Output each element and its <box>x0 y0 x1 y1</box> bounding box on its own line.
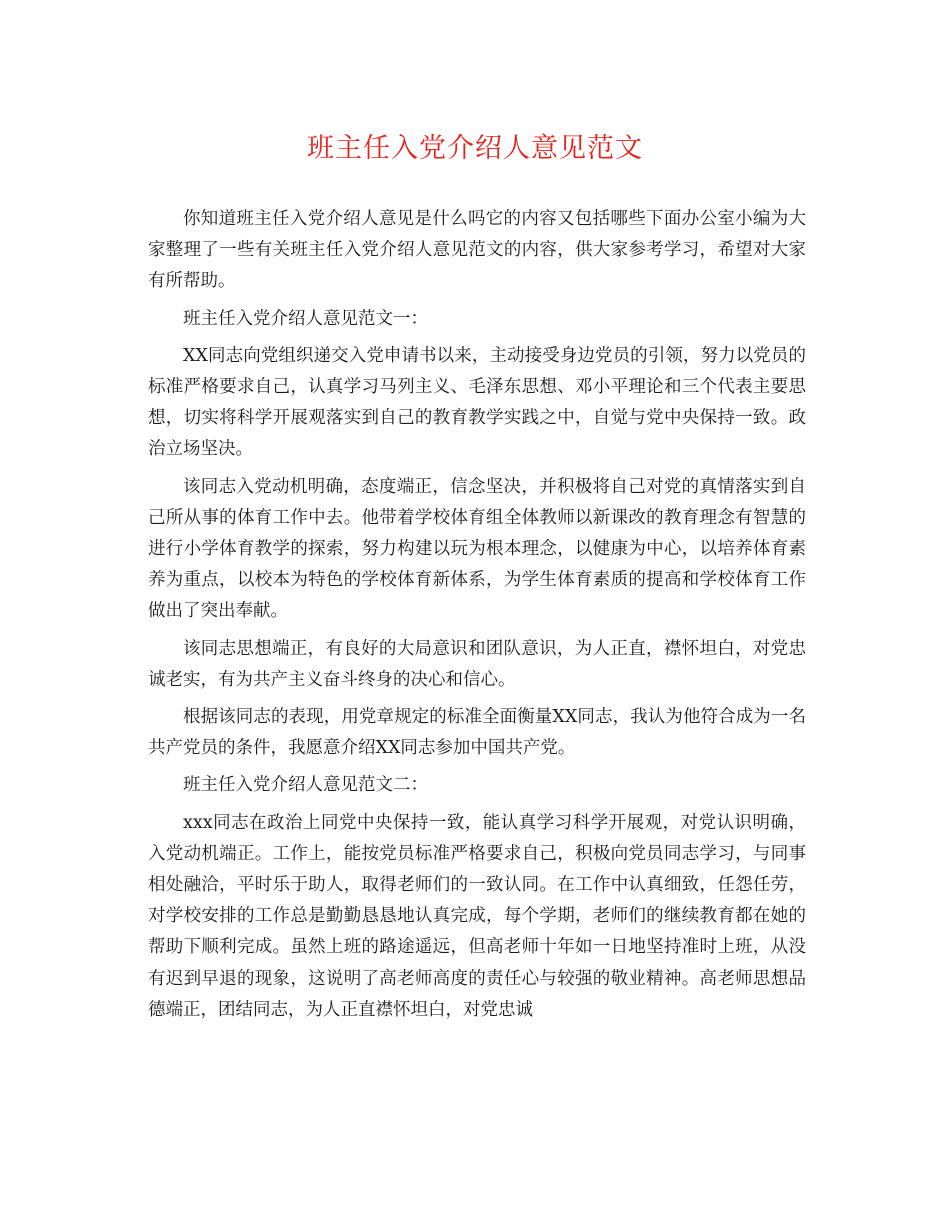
section-heading-2: 班主任入党介绍人意见范文二： <box>183 775 428 796</box>
body-paragraph: 该同志入党动机明确，态度端正，信念坚决，并积极将自己对党的真情落实到自己所从事的体育工作中去。他带着学校体育组全体教师以新课改的教育理念有智慧的进行小学体育教学的探索，努力构建以玩为根本理念，以健康为中心，以培养体育素养为重点，以校本为特色的学校体育新体系，为学生体育素质的提高和学校体育工作做出了突出奉献。 <box>148 476 806 622</box>
body-paragraph: XX同志向党组织递交入党申请书以来，主动接受身边党员的引领，努力以党员的标准严格要求自己，认真学习马列主义、毛泽东思想、邓小平理论和三个代表主要思想，切实将科学开展观落实到自己的教育教学实践之中，自觉与党中央保持一致。政治立场坚决。 <box>148 345 806 460</box>
body-paragraph: 根据该同志的表现，用党章规定的标准全面衡量XX同志，我认为他符合成为一名共产党员的条件，我愿意介绍XX同志参加中国共产党。 <box>148 707 806 759</box>
section-heading-1: 班主任入党介绍人意见范文一： <box>183 308 428 329</box>
body-paragraph: xxx同志在政治上同党中央保持一致，能认真学习科学开展观，对党认识明确，入党动机端正。工作上，能按党员标准严格要求自己，积极向党员同志学习，与同事相处融洽，平时乐于助人，取得老师们的一致认同。在工作中认真细致，任怨任劳，对学校安排的工作总是勤勤恳恳地认真完成，每个学期，老师们的继续教育都在她的帮助下顺利完成。虽然上班的路途遥远，但高老师十年如一日地坚持准时上班，从没有迟到早退的现象，这说明了高老师高度的责任心与较强的敬业精神。高老师思想品德端正，团结同志，为人正直襟怀坦白，对党忠诚 <box>148 812 806 1020</box>
body-paragraph: 该同志思想端正，有良好的大局意识和团队意识，为人正直，襟怀坦白，对党忠诚老实，有为共产主义奋斗终身的决心和信心。 <box>148 638 806 690</box>
document-body <box>148 204 806 1032</box>
intro-paragraph: 你知道班主任入党介绍人意见是什么吗它的内容又包括哪些下面办公室小编为大家整理了一些有关班主任入党介绍人意见范文的内容，供大家参考学习，希望对大家有所帮助。 <box>148 209 806 292</box>
document-title: 班主任入党介绍人意见范文 <box>307 133 643 164</box>
